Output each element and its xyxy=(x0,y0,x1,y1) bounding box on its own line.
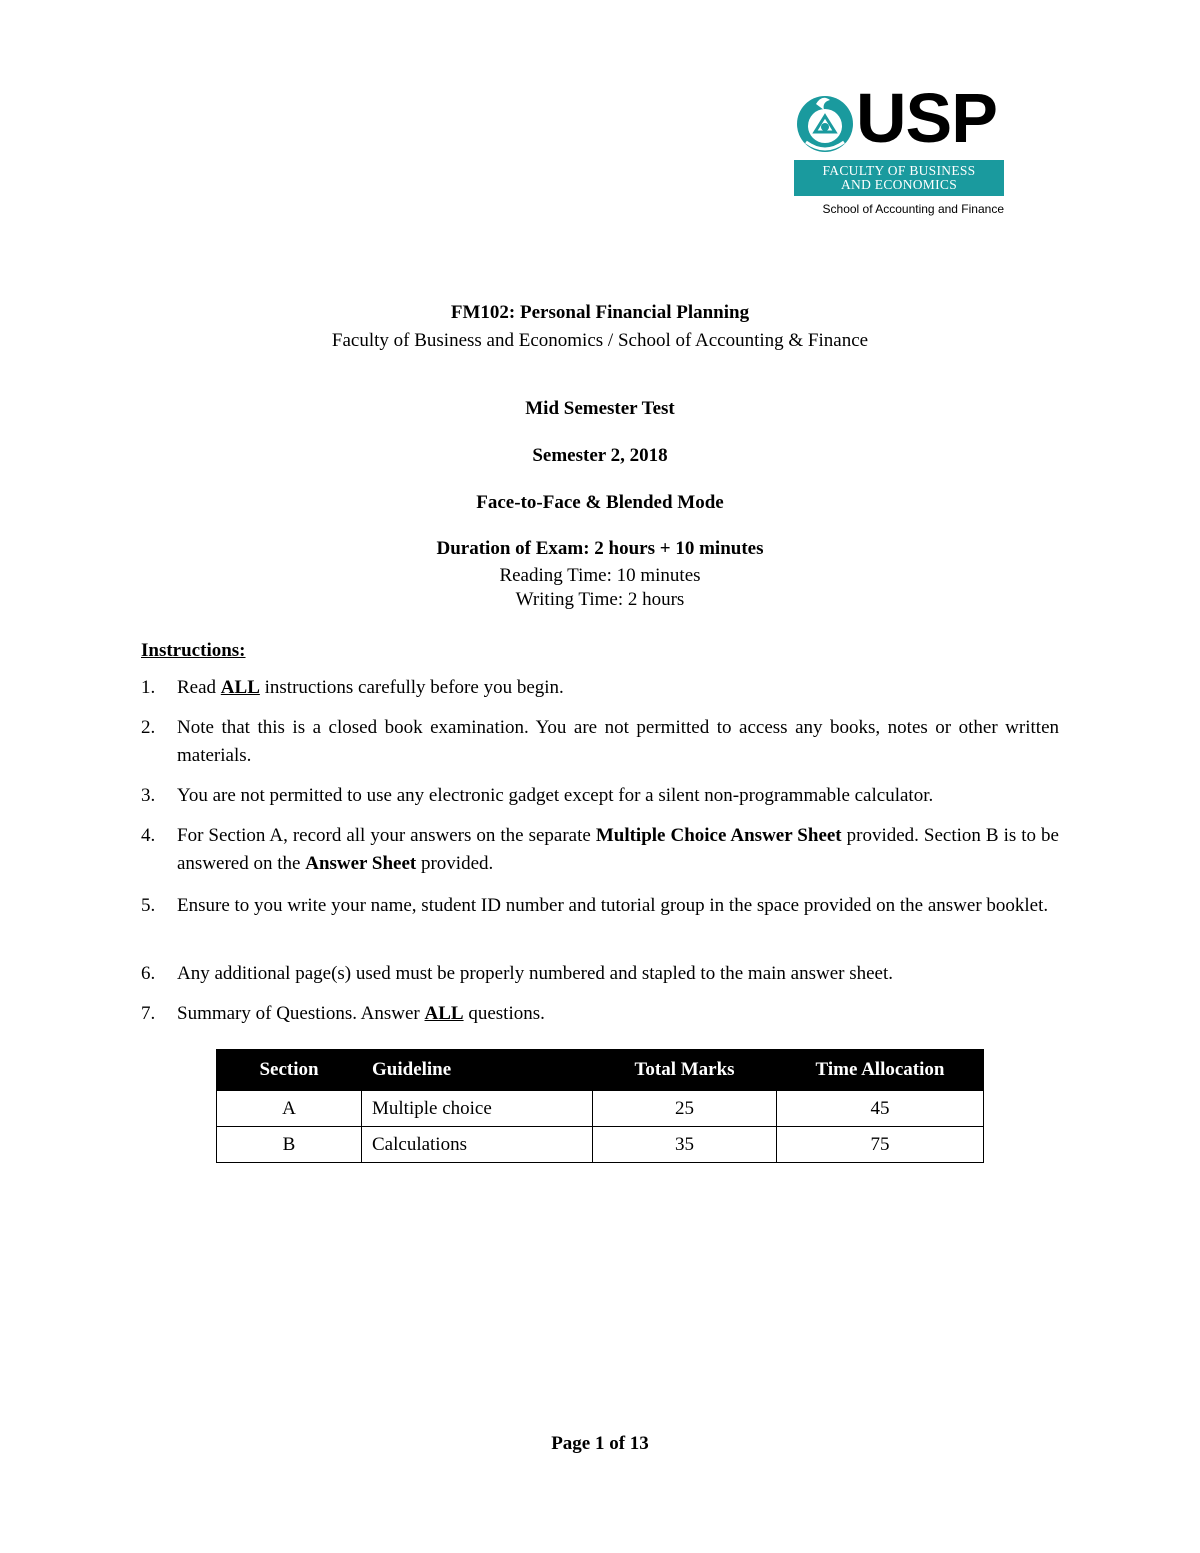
page-number: Page 1 of 13 xyxy=(551,1433,649,1454)
school-name: School of Accounting and Finance xyxy=(822,202,1004,216)
table-row: A Multiple choice 25 45 xyxy=(217,1091,984,1127)
course-title: FM102: Personal Financial Planning xyxy=(450,302,750,323)
logo-mark xyxy=(794,79,1006,158)
usp-wordmark: USP xyxy=(856,79,997,157)
col-total-marks: Total Marks xyxy=(593,1050,777,1091)
semester: Semester 2, 2018 xyxy=(532,445,668,466)
question-summary-table xyxy=(216,1049,984,1163)
usp-logo xyxy=(794,79,1006,222)
faculty-line-1: FACULTY OF BUSINESS xyxy=(822,163,976,178)
faculty-school: Faculty of Business and Economics / School of Accounting & Finance xyxy=(331,330,869,351)
col-guideline: Guideline xyxy=(362,1050,593,1091)
instructions-heading: Instructions: xyxy=(141,640,246,661)
exam-duration: Duration of Exam: 2 hours + 10 minutes xyxy=(436,538,764,559)
faculty-banner xyxy=(794,160,1004,196)
table-header-row xyxy=(217,1050,984,1091)
table-row: B Calculations 35 75 xyxy=(217,1127,984,1163)
reading-time: Reading Time: 10 minutes xyxy=(499,565,701,586)
col-section: Section xyxy=(217,1050,362,1091)
faculty-line-2: AND ECONOMICS xyxy=(840,177,958,192)
delivery-mode: Face-to-Face & Blended Mode xyxy=(476,492,724,513)
usp-emblem-icon xyxy=(794,90,856,156)
writing-time: Writing Time: 2 hours xyxy=(515,589,685,610)
col-time-allocation: Time Allocation xyxy=(777,1050,984,1091)
test-name: Mid Semester Test xyxy=(525,398,675,419)
